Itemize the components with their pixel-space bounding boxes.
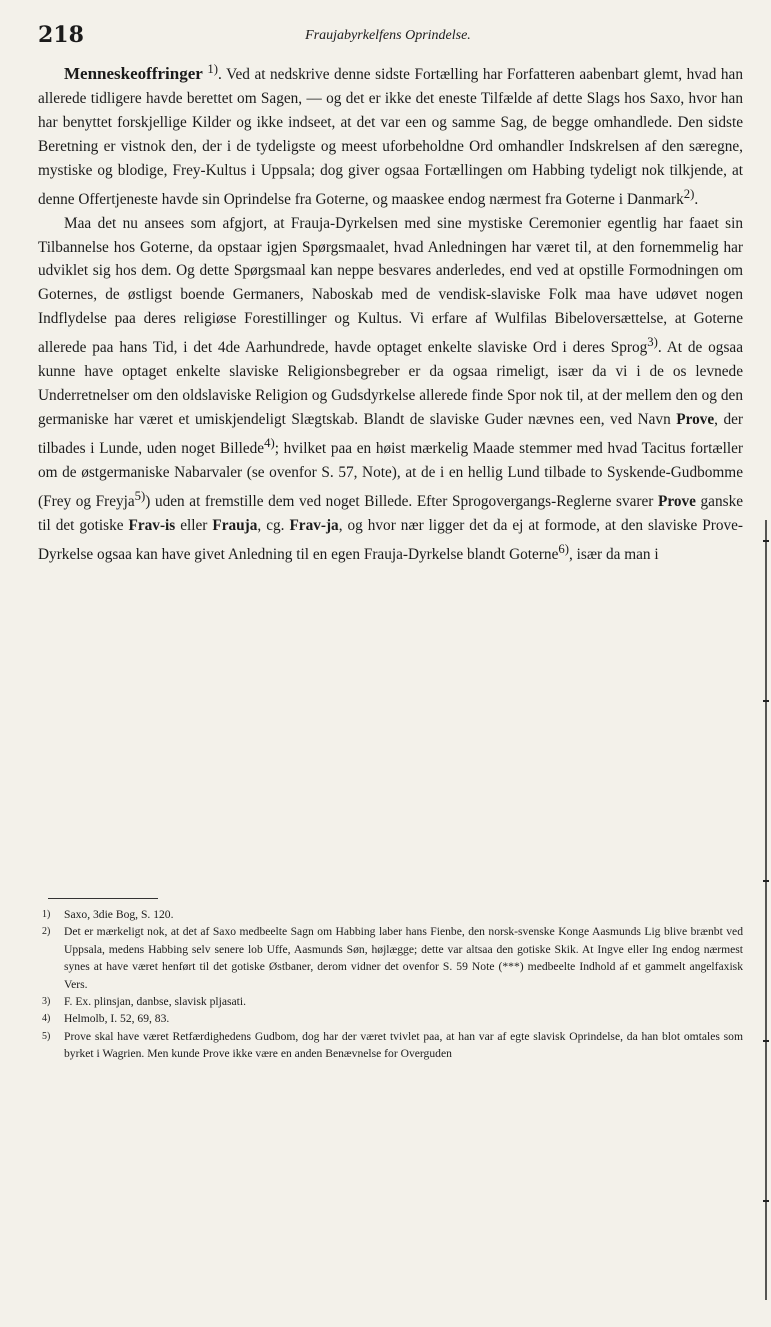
footnote-ref: 3) xyxy=(647,335,658,350)
footnote-text: Prove skal have været Retfærdighedens Gudbom, dog har der været tvivlet paa, at han var af egte slavisk Oprindelse, da han blot omtales som byrket i Wagrien. Men kunde Prove ikke være en anden Benævnelse for Overguden xyxy=(64,1029,743,1061)
paragraph xyxy=(38,58,743,212)
footnote-text: F. Ex. plinsjan, danbse, slavisk pljasati. xyxy=(64,995,246,1009)
footnote xyxy=(38,906,743,923)
paragraph-text: ; hvilket paa en høist mærkelig Maade stemmer med hvad Tacitus fortæller om de østgermaniske Nabarvaler (se ovenfor S. 57, Note), at de i en hellig Lund tilbade to Syskende-Gudbomme (Frey og Freyja xyxy=(38,439,743,510)
page-header xyxy=(38,22,738,52)
keyword: Frauja xyxy=(212,516,258,534)
footnote-text: Saxo, 3die Bog, S. 120. xyxy=(64,908,174,921)
footnote-text: Det er mærkeligt nok, at det af Saxo medbeelte Sagn om Habbing laber hans Fienbe, den norsk-svenske Konge Aasmunds Lig blive brænbt ved Uppsala, medens Habbing selv senere lob Uffe, Aasmunds Søn, højlægge; dette var altsaa den gotiske Skik. At Ingve eller Ing endog nærmest synes at have været henført til det gotiske Østbaner, derom vidner det ovenfor S. 59 Note (***) medbeelte Indhold af et gammelt angelfaxisk Vers. xyxy=(64,925,743,991)
keyword: Frav-ja xyxy=(289,516,339,534)
keyword: Prove xyxy=(676,410,715,428)
paragraph-text: . Ved at nedskrive denne sidste Fortælling har Forfatteren aabenbart glemt, hvad han allerede tidligere havde berettet om Sagen, — og det er ikke det eneste Tilfælde af dette Slags hos Saxo, hvor han har benyttet forskjellige Kilder og ikke indseet, at det var een og samme Sag, de begge omhandlede. Den sidste Beretning er vistnok den, der i de tydeligste og meest uforbeholdne Ord omhandler Indskrelsen af den særegne, mystiske og blodige, Frey-Kultus i Uppsala; dog giver ogsaa Fortællingen om Habbing tydeligt nok tilkjende, at denne Offertjeneste havde sin Oprindelse fra Goterne, og maaskee endog nærmest fra Goterne i Danmark xyxy=(38,66,743,208)
footnote-mark: 2) xyxy=(42,926,51,938)
paragraph-text: eller xyxy=(180,516,208,534)
page-edge-mark xyxy=(763,540,769,542)
footnote xyxy=(38,1028,743,1063)
page-edge-mark xyxy=(763,700,769,702)
footnote-ref: 4) xyxy=(264,435,275,450)
paragraph-end: . xyxy=(694,190,699,208)
footnote-mark: 1) xyxy=(42,909,51,920)
page-edge-mark xyxy=(763,1200,769,1202)
footnote-mark: 5) xyxy=(42,1030,51,1042)
footnote-text: Helmolb, I. 52, 69, 83. xyxy=(64,1012,170,1026)
page-edge-shadow xyxy=(765,520,767,1300)
paragraph-text: . At de ogsaa kunne have optaget enkelte slaviske Religionsbegreber er da ogsaa rimeligt, især da vi i de os levnede Underretnelser om den oldslaviske Religion og Gudsdyrkelse allerede finde Spor nok til, at der mellem den og den germaniske har været et umiskjendeligt Slægtskab. Blandt de slaviske Guder nævnes een, ved Navn xyxy=(38,339,743,428)
keyword: Prove xyxy=(657,492,696,510)
main-text xyxy=(38,58,743,567)
footnote-ref: 2) xyxy=(683,186,695,201)
page-edge-mark xyxy=(763,880,769,882)
paragraph xyxy=(38,212,743,567)
footnote-mark: 3) xyxy=(42,996,51,1008)
paragraph-text: , der tilbades i Lunde, uden noget Billede xyxy=(38,410,743,457)
footnote-ref: 1) xyxy=(207,62,218,76)
paragraph-text: , især da man i xyxy=(568,545,659,563)
paragraph-text: ) uden at fremstille dem ved noget Billede. Efter Sprogovergangs-Reglerne svarer xyxy=(145,492,654,510)
paragraph-text: , cg. xyxy=(257,516,285,534)
footnote xyxy=(38,1010,743,1027)
footnote-mark: 4) xyxy=(42,1013,51,1025)
page-edge-mark xyxy=(763,1040,769,1042)
footnote-rule xyxy=(48,898,158,899)
footnotes xyxy=(38,906,743,1063)
footnote-ref: 5) xyxy=(134,488,146,503)
paragraph-text: ganske til det gotiske xyxy=(38,492,744,534)
footnote xyxy=(38,923,743,993)
keyword: Frav-is xyxy=(128,516,176,534)
running-title: Fraujabyrkelfens Oprindelse. xyxy=(305,28,471,43)
page-number: 218 xyxy=(38,22,84,48)
paragraph-lead: Menneskeoffringer xyxy=(64,64,203,84)
paragraph-text: , og hvor nær ligger det da ej at formode, at den slaviske Prove-Dyrkelse ogsaa kan have givet Anledning til en egen Frauja-Dyrkelse blandt Goterne xyxy=(38,516,744,563)
footnote-ref: 6) xyxy=(558,541,569,556)
paragraph-text: Maa det nu ansees som afgjort, at Frauja-Dyrkelsen med sine mystiske Ceremonier egentlig har faaet sin Tilbannelse hos Goterne, da opstaar igjen Spørgsmaalet, hvad Anledningen har været til, at den fornemmelig har udviklet sig hos dem. Og dette Spørgsmaal kan neppe besvares anderledes, end ved at opstille Formodningen om Goternes, de østligst boende Germaners, Naboskab med de vendisk-slaviske Folk maa have udøvet nogen Indflydelse paa deres religiøse Forestillinger og Kultus. Vi erfare af Wulfilas Bibeloversættelse, at Goterne allerede paa hans Tid, i det 4de Aarhundrede, havde optaget enkelte slaviske Ord i deres Sprog xyxy=(38,214,743,357)
footnote xyxy=(38,993,743,1010)
